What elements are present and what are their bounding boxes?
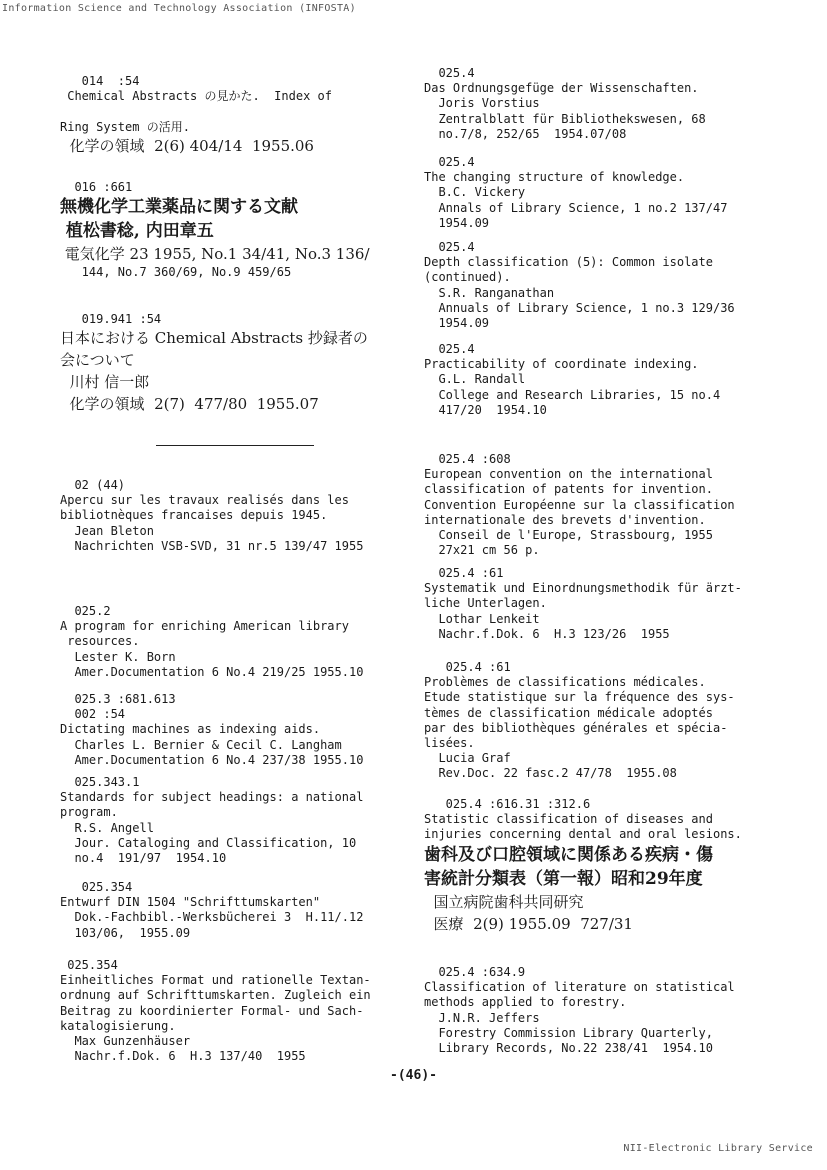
bibliography-entry xyxy=(424,797,742,935)
entry-line: Joris Vorstius xyxy=(424,96,540,111)
entry-line: methods applied to forestry. xyxy=(424,995,627,1010)
bibliography-entry xyxy=(60,880,363,941)
bibliography-entry xyxy=(60,478,363,554)
entry-line: 025.4 xyxy=(424,342,475,356)
entry-line: (continued). xyxy=(424,270,511,285)
bibliography-entry xyxy=(60,604,363,680)
entry-line: Jour. Cataloging and Classification, 10 xyxy=(60,835,357,850)
entry-line: Charles L. Bernier & Cecil C. Langham xyxy=(60,737,342,752)
entry-line: S.R. Ranganathan xyxy=(424,285,555,300)
entry-line: College and Research Libraries, 15 no.4 xyxy=(424,387,721,402)
entry-line: Dok.-Fachbibl.-Werksbücherei 3 H.11/.12 xyxy=(60,910,364,925)
entry-line: 日本における Chemical Abstracts 抄録者の xyxy=(60,329,368,348)
bibliography-entry xyxy=(424,342,720,418)
entry-line: 1954.09 xyxy=(424,316,490,331)
entry-line: 019.941 :54 xyxy=(60,312,162,326)
entry-line: Classification of literature on statistical xyxy=(424,980,735,995)
entry-line: 無機化学工業薬品に関する文献 xyxy=(60,197,298,218)
entry-line: Lester K. Born xyxy=(60,649,176,664)
entry-line: Amer.Documentation 6 No.4 219/25 1955.10 xyxy=(60,664,364,679)
entry-line: 025.4 xyxy=(424,240,475,254)
entry-line: 化学の領域 2(6) 404/14 1955.06 xyxy=(60,136,314,155)
entry-line: Forestry Commission Library Quarterly, xyxy=(424,1025,713,1040)
entry-line: Conseil de l'Europe, Strassbourg, 1955 xyxy=(424,528,713,543)
entry-line: 025.4 xyxy=(424,155,475,169)
entry-line: 27x21 cm 56 p. xyxy=(424,543,540,558)
bibliography-entry xyxy=(424,452,735,558)
entry-line: no.4 191/97 1954.10 xyxy=(60,851,227,866)
entry-line: 化学の領域 2(7) 477/80 1955.07 xyxy=(60,395,319,414)
entry-line: The changing structure of knowledge. xyxy=(424,170,685,185)
entry-line: Ring System の活用. xyxy=(60,119,190,134)
entry-line: Annuals of Library Science, 1 no.3 129/36 xyxy=(424,300,735,315)
entry-line: Standards for subject headings: a national xyxy=(60,790,364,805)
entry-line: Beitrag zu koordinierter Formal- und Sach- xyxy=(60,1003,364,1018)
entry-line: Nachr.f.Dok. 6 H.3 137/40 1955 xyxy=(60,1049,306,1064)
entry-line: 植松書稔, 内田章五 xyxy=(60,221,214,242)
entry-line: 国立病院歯科共同研究 xyxy=(424,892,584,911)
entry-line: 002 :54 xyxy=(60,707,126,722)
entry-line: Annals of Library Science, 1 no.2 137/47 xyxy=(424,200,728,215)
entry-line: lisées. xyxy=(424,736,475,751)
page-number: -(46)- xyxy=(390,1068,437,1083)
bibliography-entry xyxy=(424,155,727,231)
entry-line: Lucia Graf xyxy=(424,751,511,766)
bibliography-entry xyxy=(60,180,370,280)
entry-line: G.L. Randall xyxy=(424,372,526,387)
bibliography-entry xyxy=(424,965,735,1056)
bibliography-entry xyxy=(424,66,706,142)
bibliography-entry xyxy=(424,566,742,642)
entry-line: 417/20 1954.10 xyxy=(424,402,547,417)
entry-line: Nachrichten VSB-SVD, 31 nr.5 139/47 1955 xyxy=(60,538,364,553)
entry-line: 025.354 xyxy=(60,958,118,972)
entry-line: par des bibliothèques générales et spécia- xyxy=(424,720,728,735)
entry-line: Statistic classification of diseases and xyxy=(424,812,713,827)
entry-line: 会について xyxy=(60,351,135,370)
entry-line: A program for enriching American library xyxy=(60,619,349,634)
entry-line: internationale des brevets d'invention. xyxy=(424,512,706,527)
entry-line: Etude statistique sur la fréquence des sys- xyxy=(424,690,735,705)
entry-line: Max Gunzenhäuser xyxy=(60,1034,191,1049)
bibliography-entry xyxy=(60,692,363,768)
entry-line: Convention Européenne sur la classification xyxy=(424,497,735,512)
bibliography-entry xyxy=(60,312,368,415)
entry-line: liche Unterlagen. xyxy=(424,596,547,611)
entry-line: Practicability of coordinate indexing. xyxy=(424,357,699,372)
entry-line: 144, No.7 360/69, No.9 459/65 xyxy=(60,265,292,280)
entry-line: 025.2 xyxy=(60,604,111,618)
entry-line: 025.4 :61 xyxy=(424,566,504,580)
bibliography-entry xyxy=(60,775,363,866)
entry-line: 103/06, 1955.09 xyxy=(60,925,191,940)
entry-line: 014 :54 xyxy=(60,74,140,88)
entry-line: bibliotnèques francaises depuis 1945. xyxy=(60,508,328,523)
bibliography-entry xyxy=(424,660,735,782)
entry-line: Depth classification (5): Common isolate xyxy=(424,255,713,270)
entry-line: 医療 2(9) 1955.09 727/31 xyxy=(424,914,633,933)
entry-line: Einheitliches Format und rationelle Textan- xyxy=(60,973,371,988)
entry-line: 川村 信一郎 xyxy=(60,373,150,392)
entry-line: Amer.Documentation 6 No.4 237/38 1955.10 xyxy=(60,752,364,767)
entry-line: R.S. Angell xyxy=(60,820,154,835)
entry-line: no.7/8, 252/65 1954.07/08 xyxy=(424,126,627,141)
entry-line: ordnung auf Schrifttumskarten. Zugleich ein xyxy=(60,988,371,1003)
entry-line: classification of patents for invention. xyxy=(424,482,713,497)
page-footer: NII-Electronic Library Service xyxy=(623,1143,813,1154)
entry-line: Systematik und Einordnungsmethodik für ärzt- xyxy=(424,581,742,596)
entry-line: J.N.R. Jeffers xyxy=(424,1010,540,1025)
entry-line: B.C. Vickery xyxy=(424,185,526,200)
entry-line: 025.4 xyxy=(424,66,475,80)
entry-line: Apercu sur les travaux realisés dans les xyxy=(60,493,349,508)
bibliography-entry xyxy=(424,240,735,331)
entry-line xyxy=(60,104,332,119)
entry-line: Dictating machines as indexing aids. xyxy=(60,722,321,737)
entry-line: Lothar Lenkeit xyxy=(424,611,540,626)
entry-line: 025.3 :681.613 xyxy=(60,692,176,706)
entry-line: program. xyxy=(60,805,118,820)
entry-line: resources. xyxy=(60,634,140,649)
entry-line: 025.4 :61 xyxy=(424,660,511,674)
entry-line: European convention on the international xyxy=(424,467,713,482)
entry-line: Jean Bleton xyxy=(60,523,154,538)
entry-line: Rev.Doc. 22 fasc.2 47/78 1955.08 xyxy=(424,766,677,781)
entry-line: 歯科及び口腔領域に関係ある疾病・傷 xyxy=(424,844,713,865)
entry-line: 害統計分類表（第一報）昭和29年度 xyxy=(424,868,703,889)
bibliography-entry xyxy=(60,958,371,1064)
entry-line: 016 :661 xyxy=(60,180,133,194)
entry-line: injuries concerning dental and oral lesions. xyxy=(424,827,742,842)
entry-line: tèmes de classification médicale adoptés xyxy=(424,705,713,720)
page-header: Information Science and Technology Association (INFOSTA) xyxy=(2,3,356,14)
entry-line: Entwurf DIN 1504 "Schrifttumskarten" xyxy=(60,895,321,910)
entry-line: Chemical Abstracts の見かた. Index of xyxy=(60,89,332,104)
entry-line: 02 (44) xyxy=(60,478,126,492)
entry-line: Nachr.f.Dok. 6 H.3 123/26 1955 xyxy=(424,626,670,641)
entry-line: 025.4 :608 xyxy=(424,452,511,466)
entry-line: Library Records, No.22 238/41 1954.10 xyxy=(424,1041,713,1056)
entry-line: 025.4 :616.31 :312.6 xyxy=(424,797,591,811)
entry-line: 1954.09 xyxy=(424,215,490,230)
entry-line: 025.343.1 xyxy=(60,775,140,789)
entry-line: 025.354 xyxy=(60,880,133,894)
entry-line: katalogisierung. xyxy=(60,1018,176,1033)
bibliography-entry xyxy=(60,74,332,157)
section-divider xyxy=(156,445,314,446)
entry-line: 025.4 :634.9 xyxy=(424,965,526,979)
entry-line: Problèmes de classifications médicales. xyxy=(424,675,706,690)
entry-line: Das Ordnungsgefüge der Wissenschaften. xyxy=(424,81,699,96)
entry-line: Zentralblatt für Bibliothekswesen, 68 xyxy=(424,111,706,126)
entry-line: 電気化学 23 1955, No.1 34/41, No.3 136/ xyxy=(60,245,370,264)
